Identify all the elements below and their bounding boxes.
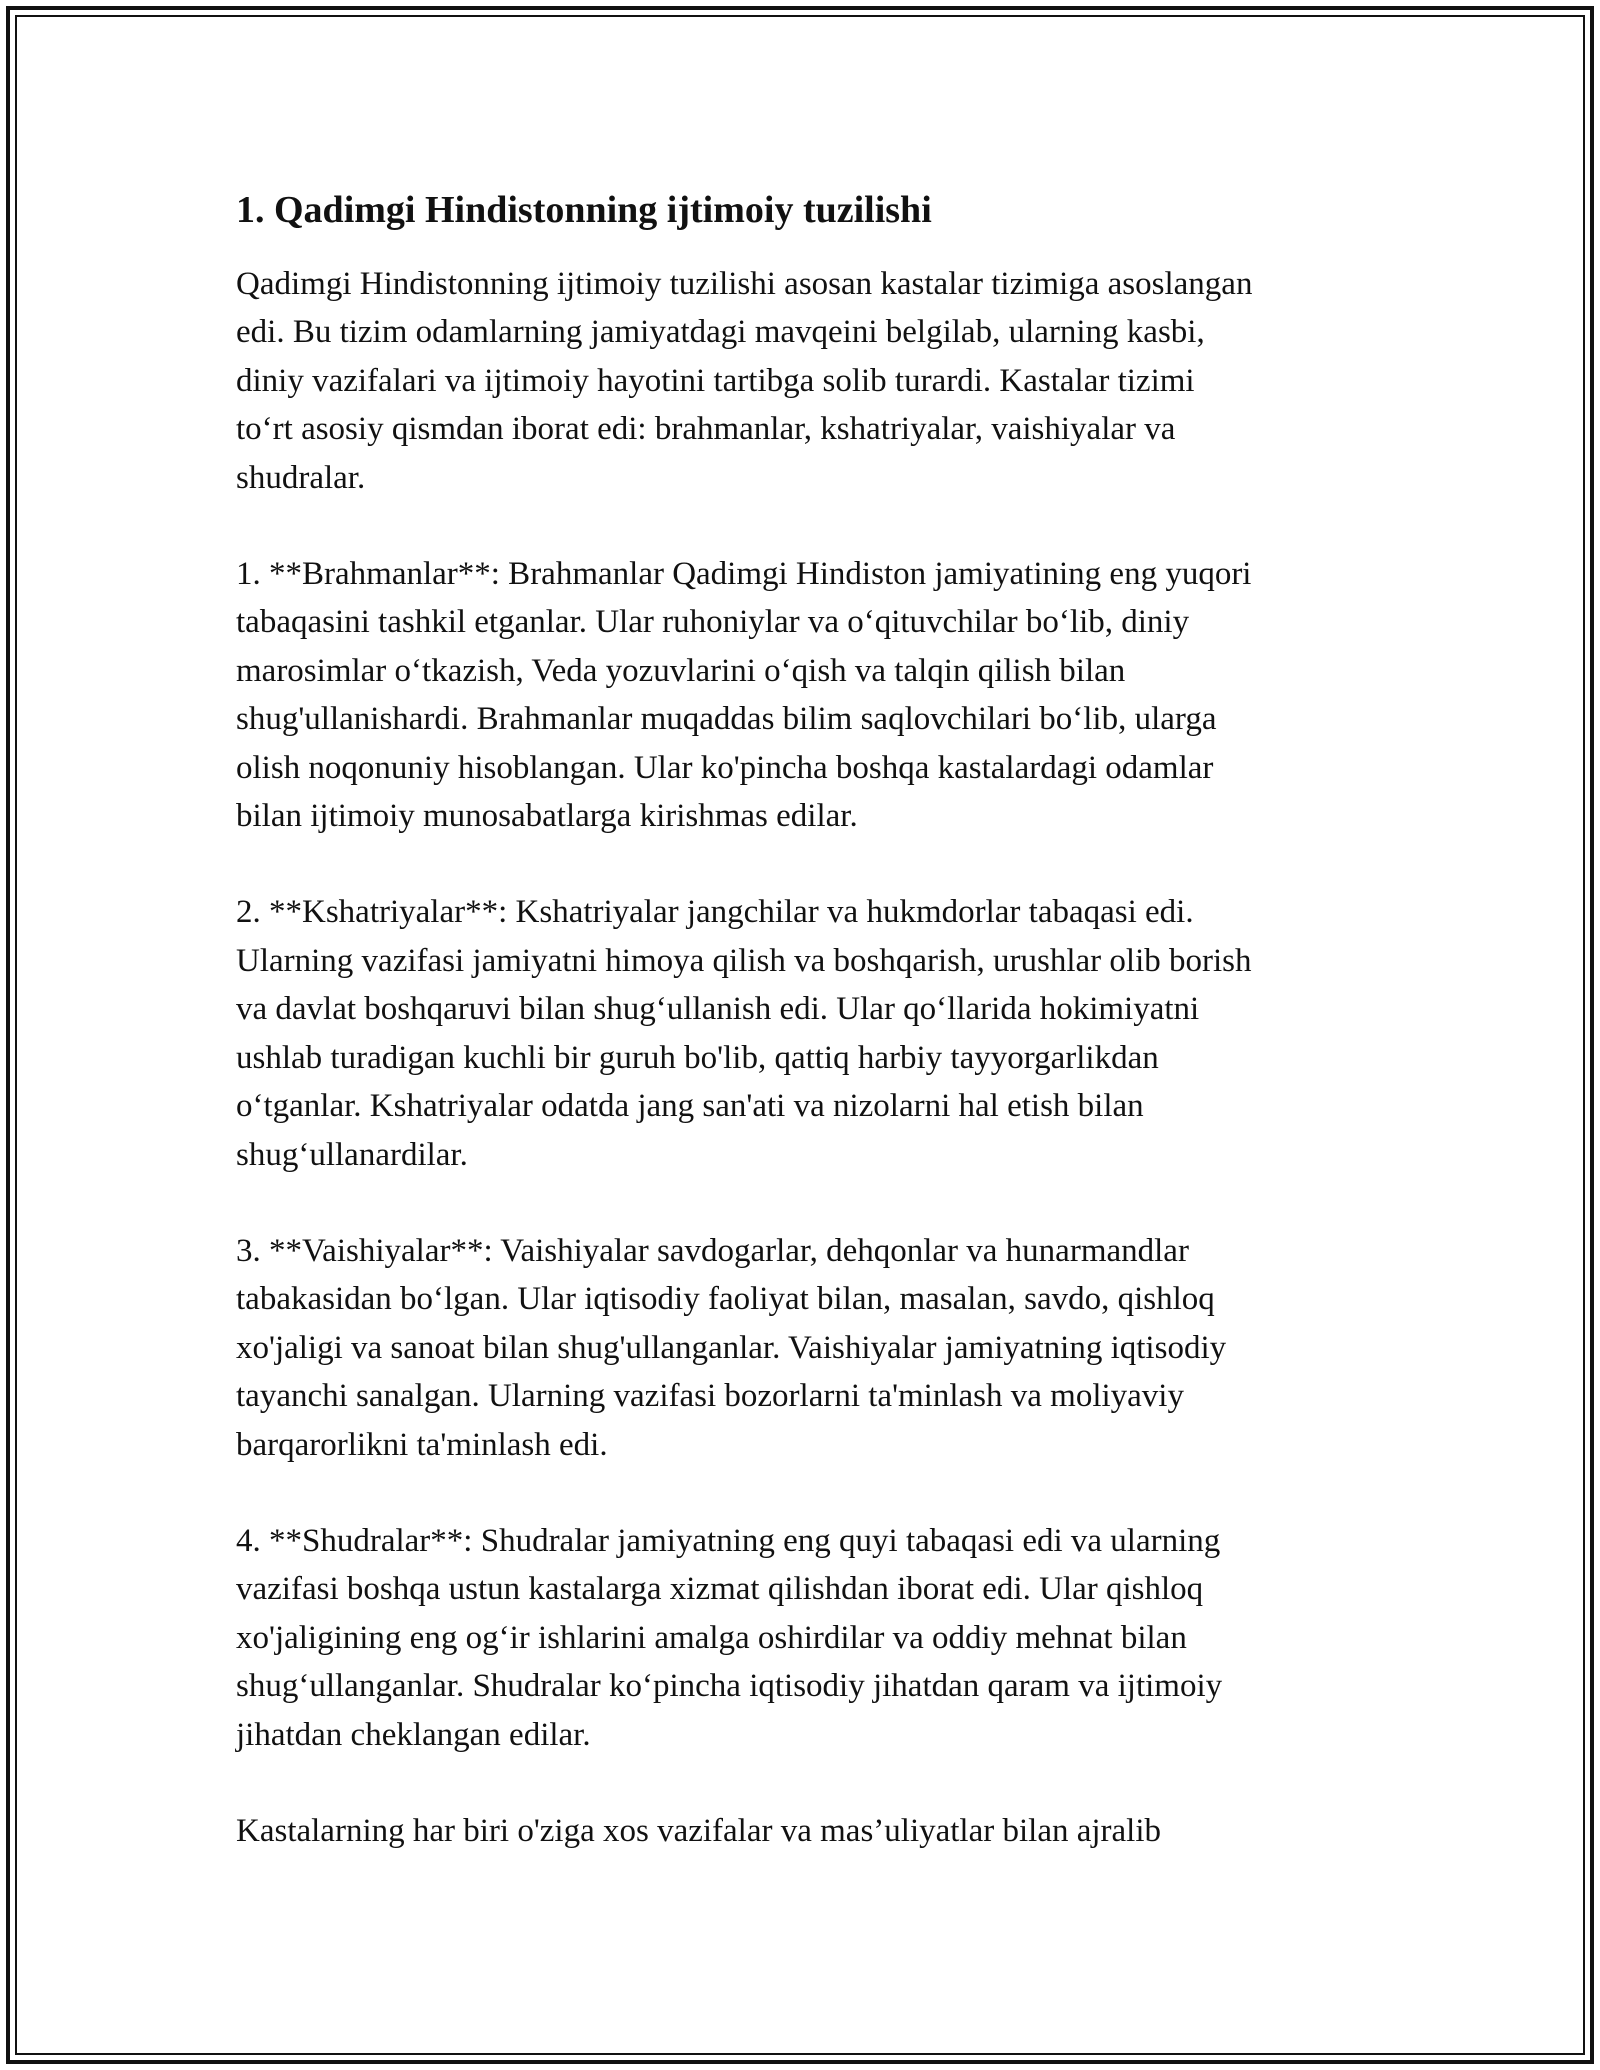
- kshatriyalar-paragraph: 2. **Kshatriyalar**: Kshatriyalar jangchilar va hukmdorlar tabaqasi edi. Ularning vazifasi jamiyatni himoya qilish va boshqarish, urushlar olib borish va davlat boshqaruvi bilan shug‘ullanish edi. Ular qo‘llarida hokimiyatni ushlab turadigan kuchli bir guruh bo'lib, qattiq harbiy tayyorgarlikdan o‘tganlar. Kshatriyalar odatda jang san'ati va nizolarni hal etish bilan shug‘ullanardilar.: [236, 894, 1252, 1173]
- document-title: 1. Qadimgi Hindistonning ijtimoiy tuzilishi: [236, 189, 932, 231]
- document-body: [236, 186, 1376, 1855]
- shudralar-paragraph: 4. **Shudralar**: Shudralar jamiyatning eng quyi tabaqasi edi va ularning vazifasi boshqa ustun kastalarga xizmat qilishdan iborat edi. Ular qishloq xo'jaligining eng og‘ir ishlarini amalga oshirdilar va oddiy mehnat bilan shug‘ullanganlar. Shudralar ko‘pincha iqtisodiy jihatdan qaram va ijtimoiy jihatdan cheklangan edilar.: [236, 1522, 1223, 1753]
- closing-paragraph: Kastalarning har biri o'ziga xos vazifalar va mas’uliyatlar bilan ajralib: [236, 1812, 1161, 1849]
- intro-paragraph: Qadimgi Hindistonning ijtimoiy tuzilishi asosan kastalar tizimiga asoslangan edi. Bu tizim odamlarning jamiyatdagi mavqeini belgilab, ularning kasbi, diniy vazifalari va ijtimoiy hayotini tartibga solib turardi. Kastalar tizimi to‘rt asosiy qismdan iborat edi: brahmanlar, kshatriyalar, vaishiyalar va shudralar.: [236, 266, 1253, 496]
- vaishiyalar-paragraph: 3. **Vaishiyalar**: Vaishiyalar savdogarlar, dehqonlar va hunarmandlar tabakasidan bo‘lgan. Ular iqtisodiy faoliyat bilan, masalan, savdo, qishloq xo'jaligi va sanoat bilan shug'ullanganlar. Vaishiyalar jamiyatning iqtisodiy tayanchi sanalgan. Ularning vazifasi bozorlarni ta'minlash va moliyaviy barqarorlikni ta'minlash edi.: [236, 1232, 1227, 1463]
- brahmanlar-paragraph: 1. **Brahmanlar**: Brahmanlar Qadimgi Hindiston jamiyatining eng yuqori tabaqasini tashkil etganlar. Ular ruhoniylar va o‘qituvchilar bo‘lib, diniy marosimlar o‘tkazish, Veda yozuvlarini o‘qish va talqin qilish bilan shug'ullanishardi. Brahmanlar muqaddas bilim saqlovchilari bo‘lib, ularga olish noqonuniy hisoblangan. Ular ko'pincha boshqa kastalardagi odamlar bilan ijtimoiy munosabatlarga kirishmas edilar.: [236, 556, 1252, 835]
